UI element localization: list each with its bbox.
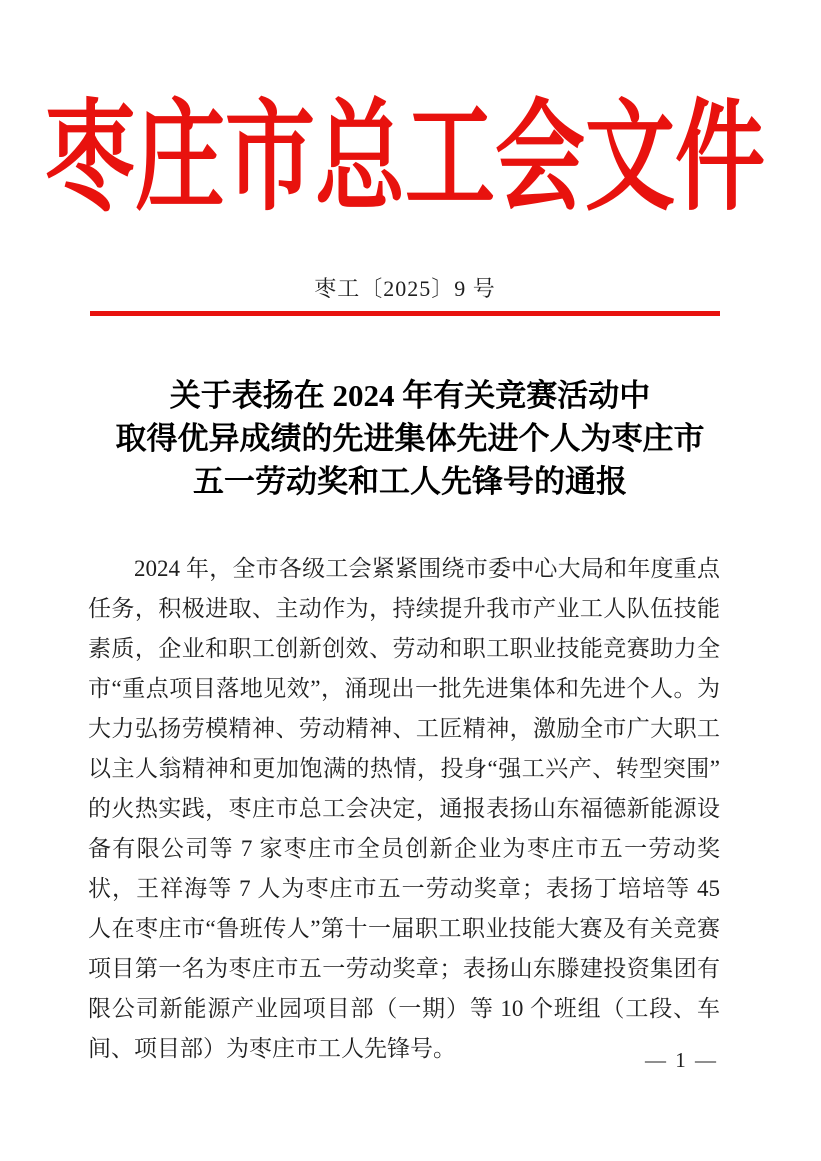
document-title (55, 374, 765, 503)
document-title-line-2: 取得优异成绩的先进集体先进个人为枣庄市 (115, 421, 705, 456)
document-number: 枣工〔2025〕9 号 (314, 276, 496, 301)
red-divider-line (90, 311, 720, 316)
document-title-line-3: 五一劳动奖和工人先锋号的通报 (193, 464, 627, 499)
page-number: — 1 — (645, 1048, 718, 1072)
document-letterhead (45, 93, 765, 226)
document-body-paragraph: 2024 年，全市各级工会紧紧围绕市委中心大局和年度重点任务，积极进取、主动作为，持续提升我市产业工人队伍技能素质，企业和职工创新创效、劳动和职工职业技能竞赛助力全市“重点项目落地见效”，涌现出一批先进集体和先进个人。为大力弘扬劳模精神、劳动精神、工匠精神，激励全市广大职工以主人翁精神和更加饱满的热情，投身“强工兴产、转型突围”的火热实践，枣庄市总工会决定，通报表扬山东福德新能源设备有限公司等 7 家枣庄市全员创新企业为枣庄市五一劳动奖状，王祥海等 7 人为枣庄市五一劳动奖章；表扬丁培培等 45 人在枣庄市“鲁班传人”第十一届职工职业技能大赛及有关竞赛项目第一名为枣庄市五一劳动奖章；表扬山东滕建投资集团有限公司新能源产业园项目部（一期）等 10 个班组（工段、车间、项目部）为枣庄市工人先锋号。 (88, 556, 720, 1061)
document-title-line-1: 关于表扬在 2024 年有关竞赛活动中 (169, 378, 651, 413)
letterhead-text: 枣庄市总工会文件 (45, 93, 765, 226)
